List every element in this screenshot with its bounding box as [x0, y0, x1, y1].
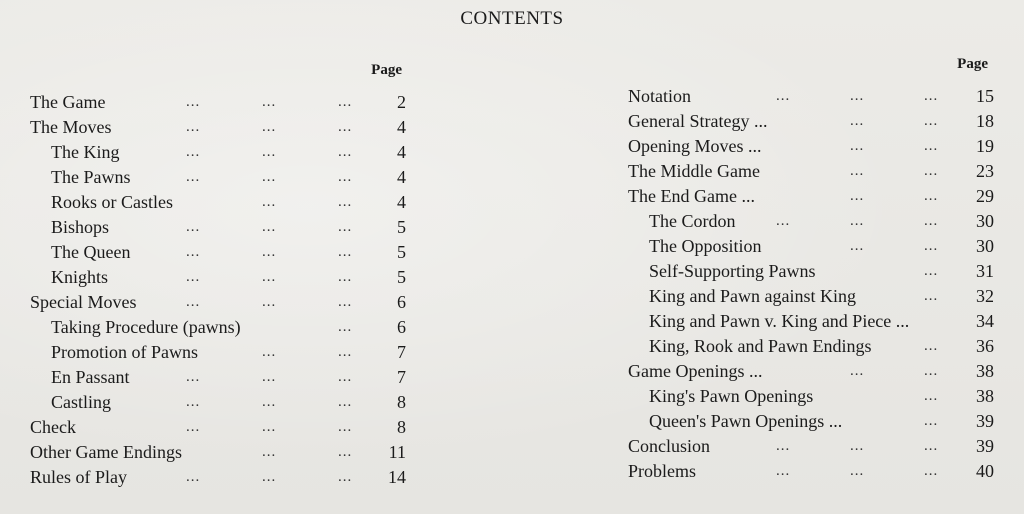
entry-page-number: 5	[397, 267, 406, 287]
entry-title: Queen's Pawn Openings ...	[649, 411, 843, 431]
contents-list-right	[628, 84, 998, 484]
contents-entry	[628, 459, 998, 484]
entry-title: Special Moves	[30, 292, 137, 312]
contents-entry	[628, 334, 998, 359]
entry-page-number: 2	[397, 92, 406, 112]
dot-leader: ...	[924, 188, 939, 204]
dot-leader: ...	[850, 88, 865, 104]
dot-leader: ...	[186, 394, 201, 410]
page-column-header: Page	[957, 56, 988, 72]
entry-title: Other Game Endings	[30, 442, 182, 462]
entry-title: Game Openings ...	[628, 361, 763, 381]
dot-leader: ...	[850, 138, 865, 154]
dot-leader: ...	[262, 244, 277, 260]
dot-leader: ...	[338, 319, 353, 335]
dot-leader: ...	[262, 269, 277, 285]
dot-leader: ...	[262, 344, 277, 360]
dot-leader: ...	[338, 344, 353, 360]
page-column-header: Page	[371, 62, 402, 78]
entry-title: Self-Supporting Pawns	[649, 261, 816, 281]
dot-leader: ...	[186, 169, 201, 185]
dot-leader: ...	[186, 369, 201, 385]
dot-leader: ...	[924, 138, 939, 154]
contents-column-left	[30, 60, 410, 490]
dot-leader: ...	[776, 88, 791, 104]
entry-page-number: 18	[976, 111, 994, 131]
entry-page-number: 38	[976, 361, 994, 381]
entry-title: King's Pawn Openings	[649, 386, 814, 406]
entry-page-number: 5	[397, 242, 406, 262]
contents-entry	[30, 90, 410, 115]
contents-entry	[30, 390, 410, 415]
dot-leader: ...	[924, 213, 939, 229]
entry-page-number: 40	[976, 461, 994, 481]
entry-page-number: 23	[976, 161, 994, 181]
entry-page-number: 36	[976, 336, 994, 356]
dot-leader: ...	[924, 413, 939, 429]
dot-leader: ...	[338, 369, 353, 385]
dot-leader: ...	[338, 394, 353, 410]
dot-leader: ...	[924, 88, 939, 104]
dot-leader: ...	[924, 438, 939, 454]
dot-leader: ...	[850, 188, 865, 204]
dot-leader: ...	[262, 194, 277, 210]
dot-leader: ...	[924, 463, 939, 479]
dot-leader: ...	[262, 94, 277, 110]
entry-page-number: 7	[397, 367, 406, 387]
contents-entry	[628, 234, 998, 259]
dot-leader: ...	[924, 263, 939, 279]
entry-title: The Pawns	[51, 167, 131, 187]
entry-title: Taking Procedure (pawns)	[51, 317, 241, 337]
entry-page-number: 15	[976, 86, 994, 106]
entry-page-number: 38	[976, 386, 994, 406]
contents-entry	[628, 284, 998, 309]
dot-leader: ...	[338, 419, 353, 435]
dot-leader: ...	[924, 238, 939, 254]
contents-entry	[628, 109, 998, 134]
dot-leader: ...	[186, 119, 201, 135]
contents-entry	[30, 290, 410, 315]
entry-page-number: 8	[397, 417, 406, 437]
dot-leader: ...	[338, 94, 353, 110]
entry-title: Knights	[51, 267, 109, 287]
entry-page-number: 4	[397, 142, 406, 162]
entry-title: Promotion of Pawns	[51, 342, 199, 362]
dot-leader: ...	[186, 94, 201, 110]
entry-page-number: 4	[397, 117, 406, 137]
entry-page-number: 8	[397, 392, 406, 412]
contents-entry	[628, 359, 998, 384]
contents-entry	[628, 84, 998, 109]
contents-entry	[628, 159, 998, 184]
entry-title: The Game	[30, 92, 106, 112]
contents-entry	[30, 115, 410, 140]
dot-leader: ...	[338, 269, 353, 285]
dot-leader: ...	[262, 444, 277, 460]
dot-leader: ...	[262, 294, 277, 310]
contents-entry	[30, 215, 410, 240]
entry-title: The End Game ...	[628, 186, 755, 206]
dot-leader: ...	[850, 238, 865, 254]
dot-leader: ...	[924, 388, 939, 404]
dot-leader: ...	[262, 169, 277, 185]
entry-title: The Cordon	[649, 211, 736, 231]
contents-entry	[30, 240, 410, 265]
entry-page-number: 29	[976, 186, 994, 206]
dot-leader: ...	[186, 419, 201, 435]
dot-leader: ...	[338, 219, 353, 235]
dot-leader: ...	[262, 394, 277, 410]
entry-page-number: 14	[388, 467, 406, 487]
contents-entry	[30, 265, 410, 290]
dot-leader: ...	[338, 244, 353, 260]
dot-leader: ...	[338, 194, 353, 210]
dot-leader: ...	[850, 463, 865, 479]
dot-leader: ...	[924, 113, 939, 129]
entry-title: Rooks or Castles	[51, 192, 174, 212]
contents-entry	[628, 134, 998, 159]
dot-leader: ...	[262, 369, 277, 385]
dot-leader: ...	[186, 269, 201, 285]
dot-leader: ...	[338, 169, 353, 185]
entry-page-number: 39	[976, 436, 994, 456]
dot-leader: ...	[186, 469, 201, 485]
entry-title: The Opposition	[649, 236, 762, 256]
entry-title: En Passant	[51, 367, 130, 387]
entry-title: General Strategy ...	[628, 111, 768, 131]
dot-leader: ...	[186, 219, 201, 235]
entry-page-number: 11	[388, 442, 406, 462]
contents-column-right	[628, 54, 998, 484]
dot-leader: ...	[776, 438, 791, 454]
entry-page-number: 30	[976, 236, 994, 256]
entry-title: King and Pawn against King	[649, 286, 856, 306]
entry-title: The Middle Game	[628, 161, 760, 181]
contents-entry	[30, 315, 410, 340]
dot-leader: ...	[338, 144, 353, 160]
dot-leader: ...	[262, 469, 277, 485]
contents-entry	[30, 165, 410, 190]
contents-entry	[30, 140, 410, 165]
entry-title: King and Pawn v. King and Piece ...	[649, 311, 910, 331]
entry-title: Conclusion	[628, 436, 711, 456]
entry-title: Check	[30, 417, 76, 437]
entry-page-number: 5	[397, 217, 406, 237]
page-title: CONTENTS	[460, 8, 564, 29]
dot-leader: ...	[338, 444, 353, 460]
dot-leader: ...	[186, 294, 201, 310]
entry-page-number: 19	[976, 136, 994, 156]
dot-leader: ...	[776, 213, 791, 229]
dot-leader: ...	[338, 469, 353, 485]
dot-leader: ...	[850, 438, 865, 454]
entry-title: Rules of Play	[30, 467, 127, 487]
contents-entry	[30, 465, 410, 490]
entry-page-number: 6	[397, 292, 406, 312]
contents-entry	[628, 434, 998, 459]
contents-entry	[30, 365, 410, 390]
entry-title: Castling	[51, 392, 112, 412]
contents-entry	[628, 309, 998, 334]
dot-leader: ...	[850, 113, 865, 129]
entry-page-number: 4	[397, 167, 406, 187]
dot-leader: ...	[338, 294, 353, 310]
contents-entry	[628, 209, 998, 234]
entry-page-number: 7	[397, 342, 406, 362]
entry-title: King, Rook and Pawn Endings	[649, 336, 872, 356]
contents-entry	[628, 259, 998, 284]
dot-leader: ...	[850, 213, 865, 229]
dot-leader: ...	[262, 119, 277, 135]
contents-entry	[628, 409, 998, 434]
dot-leader: ...	[186, 144, 201, 160]
entry-page-number: 6	[397, 317, 406, 337]
dot-leader: ...	[338, 119, 353, 135]
contents-entry	[628, 384, 998, 409]
dot-leader: ...	[262, 419, 277, 435]
contents-entry	[30, 190, 410, 215]
contents-entry	[628, 184, 998, 209]
dot-leader: ...	[850, 363, 865, 379]
contents-entry	[30, 415, 410, 440]
entry-page-number: 30	[976, 211, 994, 231]
entry-page-number: 34	[976, 311, 994, 331]
contents-entry	[30, 440, 410, 465]
dot-leader: ...	[924, 363, 939, 379]
contents-list-left	[30, 90, 410, 490]
contents-entry	[30, 340, 410, 365]
entry-title: The King	[51, 142, 120, 162]
entry-title: Notation	[628, 86, 691, 106]
dot-leader: ...	[924, 338, 939, 354]
entry-title: Opening Moves ...	[628, 136, 762, 156]
dot-leader: ...	[924, 288, 939, 304]
entry-page-number: 31	[976, 261, 994, 281]
entry-title: The Queen	[51, 242, 131, 262]
dot-leader: ...	[850, 163, 865, 179]
entry-page-number: 39	[976, 411, 994, 431]
dot-leader: ...	[262, 144, 277, 160]
dot-leader: ...	[262, 219, 277, 235]
entry-title: The Moves	[30, 117, 112, 137]
entry-title: Problems	[628, 461, 697, 481]
entry-title: Bishops	[51, 217, 110, 237]
dot-leader: ...	[924, 163, 939, 179]
entry-page-number: 4	[397, 192, 406, 212]
dot-leader: ...	[776, 463, 791, 479]
entry-page-number: 32	[976, 286, 994, 306]
dot-leader: ...	[186, 244, 201, 260]
